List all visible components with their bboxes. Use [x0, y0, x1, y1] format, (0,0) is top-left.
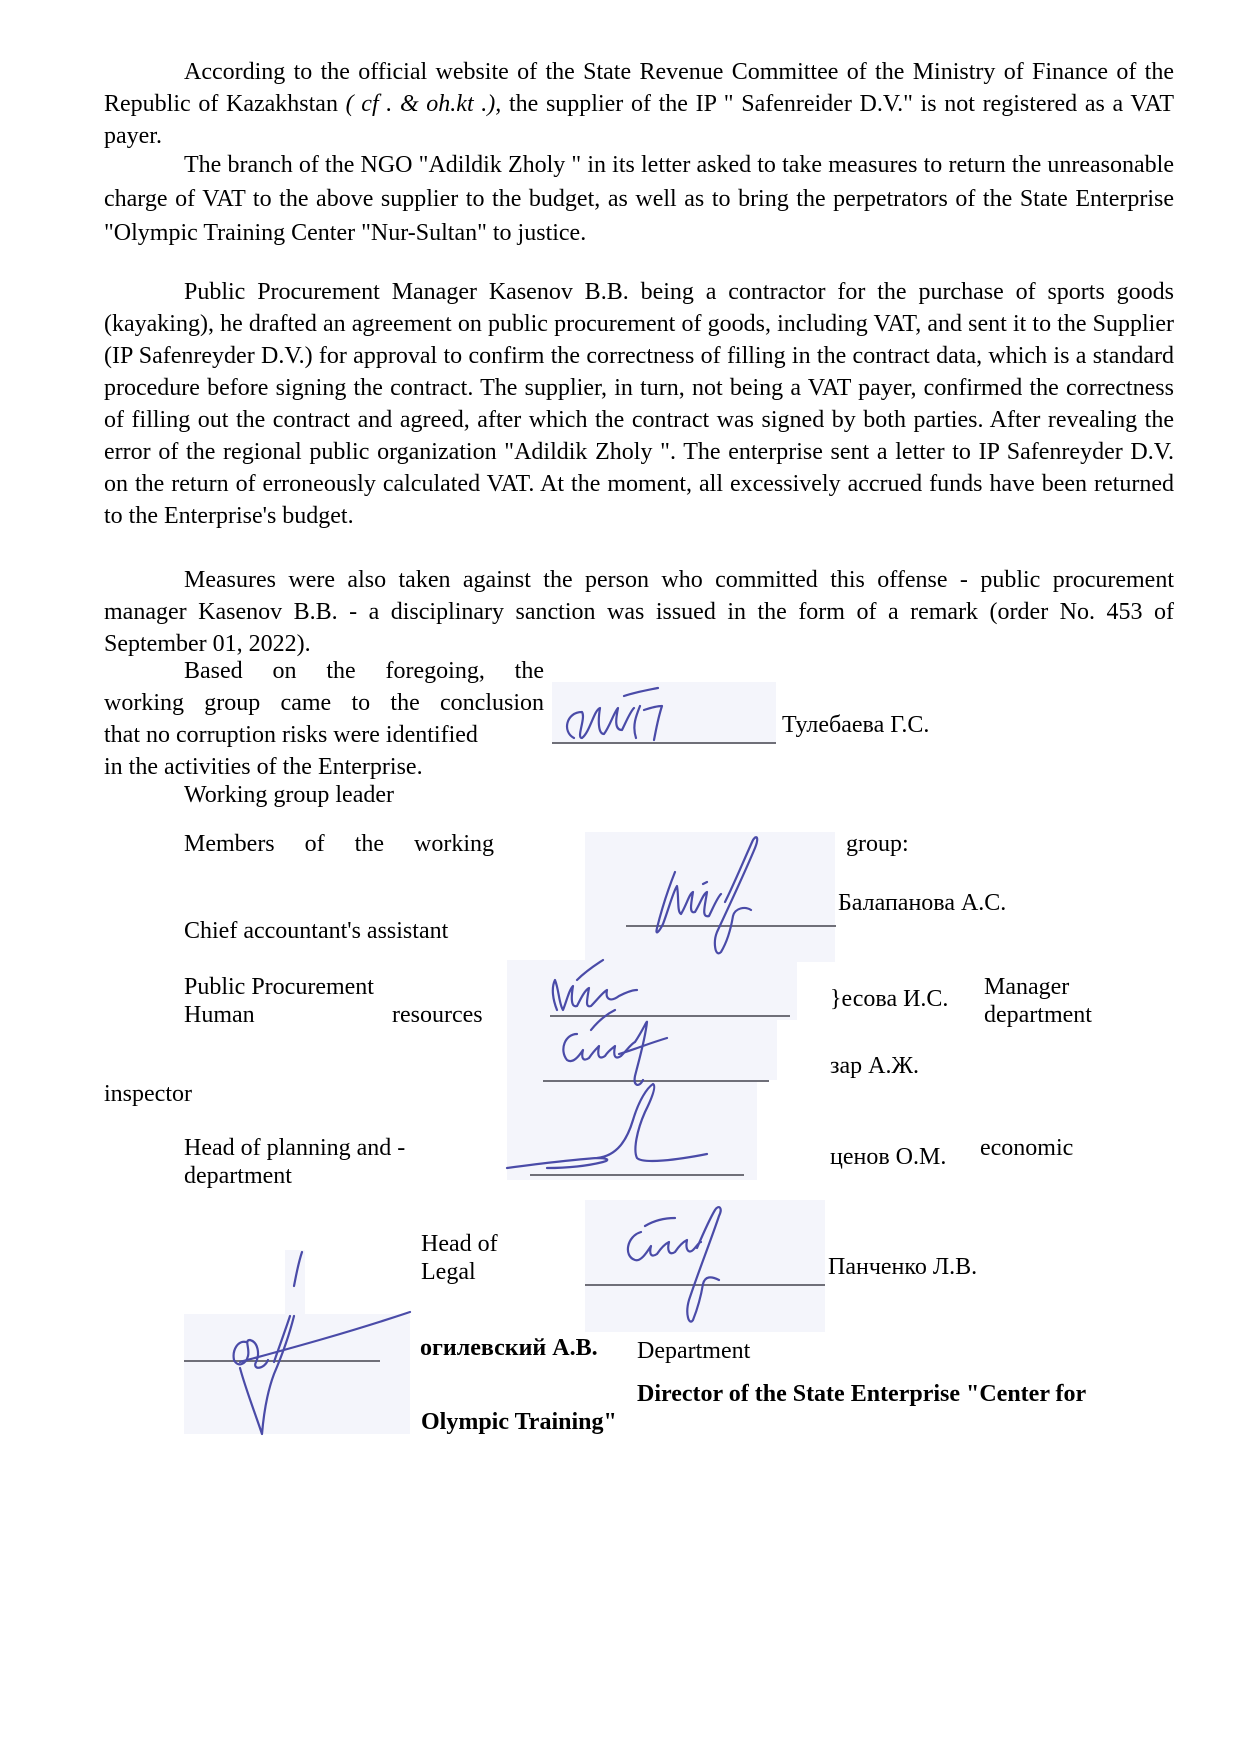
citation-italic: ( cf . & oh.kt .),	[345, 91, 502, 117]
planning-role-right: economic	[980, 1135, 1074, 1161]
legal-name: Панченко Л.В.	[828, 1254, 978, 1280]
signature-director-icon	[184, 1250, 424, 1440]
accountant-assistant-role: Chief accountant's assistant	[184, 918, 449, 944]
signature-planning-icon	[507, 1080, 767, 1180]
planning-role-line-1: Head of planning and -	[184, 1135, 406, 1161]
hr-name: зар А.Ж.	[830, 1053, 919, 1079]
director-name: огилевский А.В.	[420, 1335, 598, 1361]
paragraph-measures-taken: Measures were also taken against the person who committed this offense - public procurement manager Kasenov B.B. - a disciplinary sanction was issued in the form of a remark (order No. 453 of September 01, 2022).	[104, 567, 1174, 657]
planning-role-line-2: department	[184, 1163, 292, 1189]
paragraph-text: the supplier of the IP " Safenreider D.V." is not registered as a VAT payer.	[104, 91, 1174, 149]
accountant-assistant-name: Балапанова А.С.	[838, 890, 1007, 916]
legal-role-line-3: Department	[637, 1338, 751, 1364]
hr-role-left: Human	[184, 1002, 255, 1028]
director-role-line-1: Director of the State Enterprise "Center for	[637, 1381, 1087, 1407]
members-heading-left: Members of the working	[184, 831, 494, 857]
director-role-line-2: Olympic Training"	[421, 1409, 617, 1435]
legal-role-line-2: Legal	[421, 1259, 476, 1285]
conclusion-line-1: Based on the foregoing, the	[184, 658, 544, 684]
procurement-role-line-1: Public Procurement	[184, 974, 374, 1000]
signature-accountant-icon	[585, 832, 845, 972]
signature-leader-icon	[552, 682, 776, 744]
hr-role-mid: resources	[392, 1002, 483, 1028]
procurement-name: }есова И.С.	[830, 986, 949, 1012]
hr-role-end: inspector	[104, 1081, 192, 1107]
leader-role: Working group leader	[184, 782, 394, 808]
procurement-role-right-2: department	[984, 1002, 1092, 1028]
signature-legal-icon	[585, 1200, 825, 1332]
members-heading-right: group:	[846, 831, 909, 857]
conclusion-line-3: that no corruption risks were identified	[104, 722, 478, 748]
paragraph-text: According to the official website of the State Revenue Committee of the Ministry of Finance of the Republic of Kazakhstan	[104, 59, 1174, 117]
legal-role-line-1: Head of	[421, 1231, 498, 1257]
conclusion-line-4: in the activities of the Enterprise.	[104, 754, 423, 780]
paragraph-vat-registration	[104, 56, 1174, 152]
paragraph-ngo-letter: The branch of the NGO "Adildik Zholy " in its letter asked to take measures to return the unreasonable charge of VAT to the above supplier to the budget, as well as to bring the perpetrators of the State Enterprise "Olympic Training Center "Nur-Sultan" to justice.	[104, 152, 1174, 246]
procurement-role-right-1: Manager	[984, 974, 1070, 1000]
conclusion-line-2: working group came to the conclusion	[104, 690, 544, 716]
leader-name: Тулебаева Г.С.	[782, 712, 930, 738]
paragraph-procurement-details: Public Procurement Manager Kasenov B.B. being a contractor for the purchase of sports goods (kayaking), he drafted an agreement on public procurement of goods, including VAT, and sent it to the Supplier (IP Safenreyder D.V.) for approval to confirm the correctness of filling in the contract data, which is a standard procedure before signing the contract. The supplier, in turn, not being a VAT payer, confirmed the correctness of filling out the contract and agreed, after which the contract was signed by both parties. After revealing the error of the regional public organization "Adildik Zholy ". The enterprise sent a letter to IP Safenreyder D.V. on the return of erroneously calculated VAT. At the moment, all excessively accrued funds have been returned to the Enterprise's budget.	[104, 279, 1174, 529]
planning-name: ценов О.М.	[830, 1144, 947, 1170]
